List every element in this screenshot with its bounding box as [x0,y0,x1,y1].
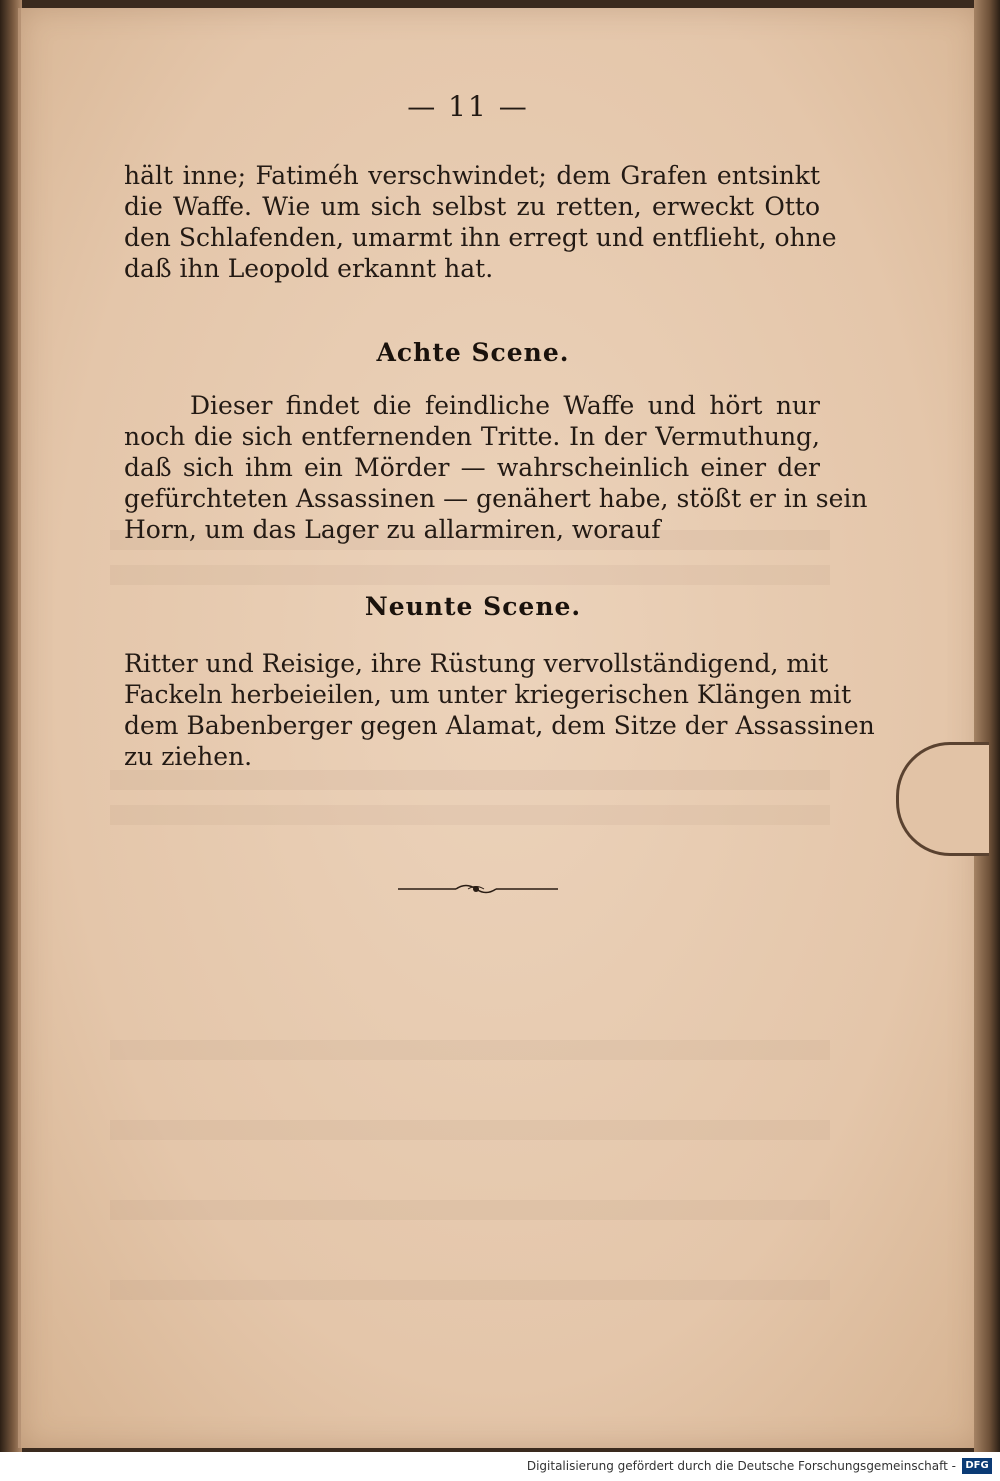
text-line: hält inne; Fatiméh verschwindet; dem Grafen entsinkt [124,161,820,190]
ornament-divider [398,880,558,898]
scene-heading-8: Achte Scene. [376,338,570,367]
bleed-through [110,1200,830,1220]
bleed-through [110,1040,830,1060]
text-line: gefürchteten Assassinen — genähert habe, stößt er in sein [124,484,868,513]
text-line: die Waffe. Wie um sich selbst zu retten, erweckt Otto [124,192,820,221]
text-line: daß sich ihm ein Mörder — wahrscheinlich einer der [124,453,820,482]
text-line: daß ihn Leopold erkannt hat. [124,254,494,283]
text-line: den Schlafenden, umarmt ihn erregt und entflieht, ohne [124,223,837,252]
paragraph-3 [124,648,875,772]
bleed-through [110,1280,830,1300]
text-line: Dieser findet die feindliche Waffe und hört nur [190,391,820,420]
bleed-through [110,1120,830,1140]
page-edge [974,0,1000,1481]
text-line: Fackeln herbeieilen, um unter kriegerischen Klängen mit [124,680,852,709]
bleed-through [110,770,830,790]
footer-credit: Digitalisierung gefördert durch die Deutsche Forschungsgemeinschaft - [526,1459,956,1473]
scene-heading-9: Neunte Scene. [364,592,582,621]
page-tab-marker [896,742,989,856]
page-number: — 11 — [407,90,529,123]
text-line: dem Babenberger gegen Alamat, dem Sitze der Assassinen [124,711,875,740]
paragraph-1 [124,160,837,284]
text-line: Ritter und Reisige, ihre Rüstung vervollständigend, mit [124,649,829,678]
text-line: zu ziehen. [124,742,253,771]
paragraph-2 [124,390,868,545]
bleed-through [110,565,830,585]
text-line: Horn, um das Lager zu allarmiren, worauf [124,515,661,544]
bleed-through [110,805,830,825]
dfg-logo: DFG [962,1458,992,1474]
text-line: noch die sich entfernenden Tritte. In der Vermuthung, [124,422,820,451]
